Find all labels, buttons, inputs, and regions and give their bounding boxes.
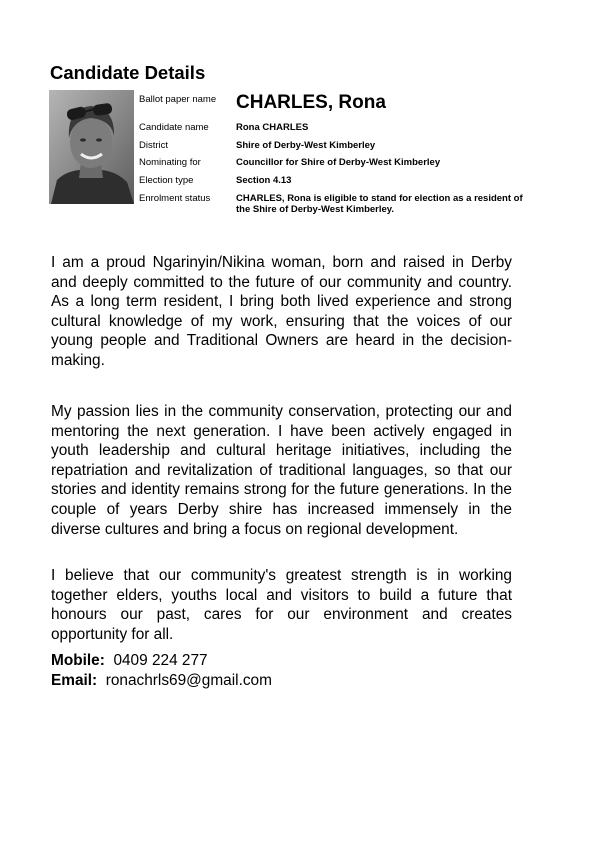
- email-label: Email:: [51, 672, 98, 689]
- candidate-photo: [49, 90, 134, 204]
- contact-email: [51, 671, 272, 691]
- detail-label: Nominating for: [139, 157, 201, 168]
- detail-value: Shire of Derby-West Kimberley: [236, 140, 376, 151]
- detail-label: Election type: [139, 175, 194, 186]
- statement-paragraph: I am a proud Ngarinyin/Nikina woman, born and raised in Derby and deeply committed to the future of our community and country. As a long term resident, I bring both lived experience and strong cultural knowledge of my work, ensuring that the voices of our young people and Traditional Owners are heard in the decision-making.: [51, 254, 512, 369]
- statement-paragraph: My passion lies in the community conservation, protecting our and mentoring the next generation. I have been actively engaged in youth leadership and cultural heritage initiatives, including the repatriation and revitalization of traditional languages, so that our stories and identity remains strong for the future generations. In the couple of years Derby shire has increased immensely in the diverse cultures and bring a focus on regional development.: [51, 403, 512, 538]
- contact-mobile: [51, 651, 208, 671]
- detail-label: Enrolment status: [139, 193, 211, 204]
- email-value: ronachrls69@gmail.com: [105, 672, 272, 689]
- detail-label: District: [139, 140, 169, 151]
- detail-label: Ballot paper name: [139, 94, 217, 105]
- detail-value: Councillor for Shire of Derby-West Kimberley: [236, 157, 441, 168]
- page-title: Candidate Details: [50, 62, 206, 83]
- detail-label: Candidate name: [139, 122, 209, 133]
- detail-value: Rona CHARLES: [236, 122, 309, 133]
- portrait-icon: [49, 90, 134, 204]
- detail-value: CHARLES, Rona is eligible to stand for election as a resident of the Shire of Derby-West Kimberley.: [236, 193, 523, 215]
- detail-value: Section 4.13: [236, 175, 292, 186]
- mobile-value: 0409 224 277: [113, 652, 208, 669]
- ballot-paper-name: CHARLES, Rona: [236, 92, 386, 113]
- statement-paragraph: I believe that our community's greatest strength is in working together elders, youths local and visitors to build a future that honours our past, cares for our environment and creates opportunity for all.: [51, 567, 512, 643]
- mobile-label: Mobile:: [51, 652, 105, 669]
